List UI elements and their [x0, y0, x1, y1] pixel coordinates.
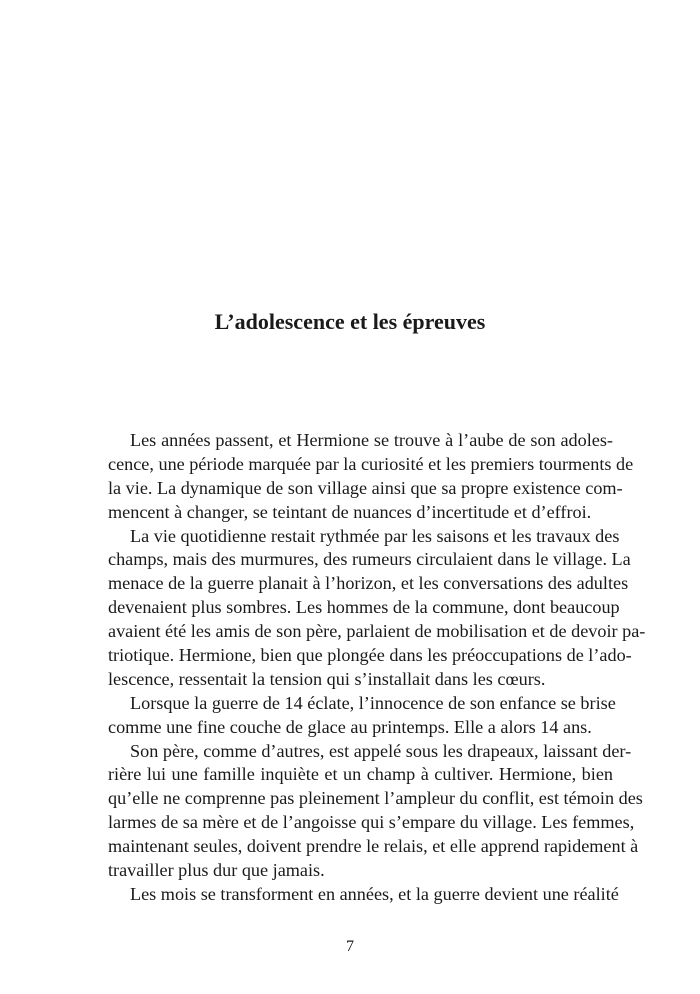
text-line: larmes de sa mère et de l’angoisse qui s’empare du village. Les femmes, [108, 812, 635, 833]
text-line: la vie. La dynamique de son village ainsi que sa propre existence com- [108, 477, 623, 498]
text-line: travailler plus dur que jamais. [108, 860, 325, 881]
paragraph [108, 429, 634, 525]
text-line: Les années passent, et Hermione se trouve à l’aube de son adoles- [130, 430, 613, 450]
text-line: champs, mais des murmures, des rumeurs circulaient dans le village. La [108, 549, 631, 570]
text-line: qu’elle ne comprenne pas pleinement l’ampleur du conflit, est témoin des [108, 788, 643, 809]
text-line: mencent à changer, se teintant de nuances d’incertitude et d’effroi. [108, 501, 592, 522]
paragraph [108, 740, 643, 883]
text-line: lescence, ressentait la tension qui s’installait dans les cœurs. [108, 668, 546, 689]
paragraph [108, 525, 646, 692]
body-text [108, 429, 646, 907]
page-number: 7 [346, 938, 354, 955]
text-line: Son père, comme d’autres, est appelé sous les drapeaux, laissant der- [130, 740, 632, 761]
paragraph [108, 692, 616, 740]
text-line: La vie quotidienne restait rythmée par les saisons et les travaux des [130, 525, 620, 546]
text-line: Les mois se transforment en années, et la guerre devient une réalité [130, 883, 619, 904]
text-line: avaient été les amis de son père, parlaient de mobilisation et de devoir pa- [108, 621, 646, 642]
text-line: comme une fine couche de glace au printemps. Elle a alors 14 ans. [108, 716, 592, 737]
chapter-title: L’adolescence et les épreuves [214, 309, 486, 334]
paragraph [108, 883, 619, 907]
text-line: triotique. Hermione, bien que plongée dans les préoccupations de l’ado- [108, 645, 632, 666]
text-line: menace de la guerre planait à l’horizon, et les conversations des adultes [108, 573, 629, 594]
text-line: rière lui une famille inquiète et un champ à cultiver. Hermione, bien [108, 764, 613, 785]
text-line: Lorsque la guerre de 14 éclate, l’innocence de son enfance se brise [130, 692, 616, 713]
text-line: maintenant seules, doivent prendre le relais, et elle apprend rapidement à [108, 836, 639, 857]
text-line: devenaient plus sombres. Les hommes de la commune, dont beaucoup [108, 597, 620, 618]
text-line: cence, une période marquée par la curiosité et les premiers tourments de [108, 453, 634, 474]
